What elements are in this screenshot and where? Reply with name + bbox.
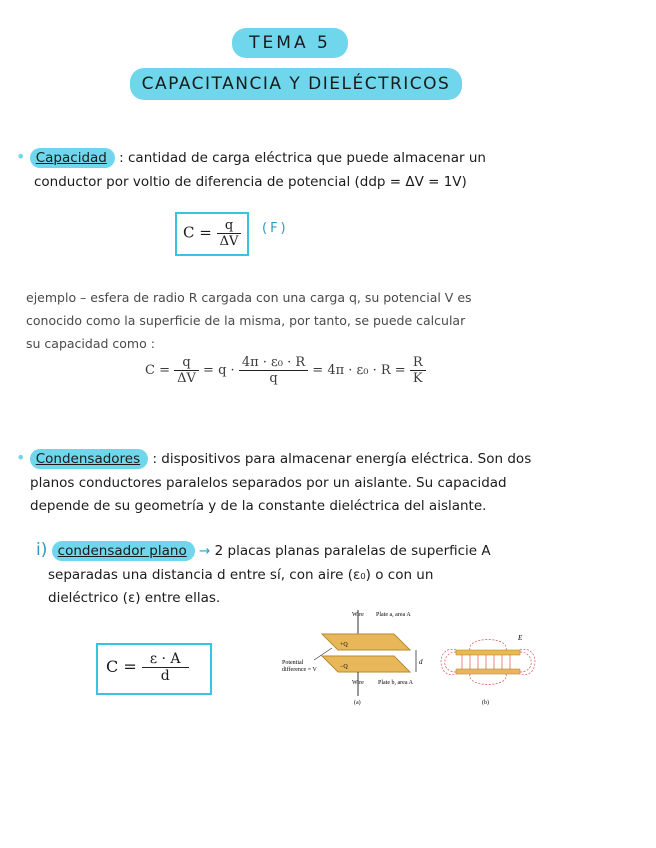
plano-formula-lhs: C = (106, 657, 137, 676)
formula-lhs: C = (183, 223, 212, 242)
eq-f1-num: q (174, 355, 199, 371)
plano-line-1: 2 placas planas paralelas de superficie A (214, 543, 491, 559)
capacidad-unit: (F) (262, 221, 289, 236)
plate-a-shape (322, 634, 410, 650)
wire-bottom-label: Wire (352, 680, 364, 686)
charge-pos-label: +Q (340, 642, 348, 648)
eq-f2-den: q (269, 371, 278, 386)
ejemplo-line-2: conocido como la superficie de la misma, por tanto, se puede calcular (26, 313, 466, 328)
bullet-dot-icon: • (16, 448, 26, 467)
capacidad-section (16, 145, 646, 170)
eq-f3-num: R (410, 355, 426, 371)
field-label: E (518, 634, 523, 642)
eq-mid: = q · (203, 363, 235, 378)
ejemplo-line-3: su capacidad como : (26, 336, 155, 351)
plano-index: i) (36, 540, 48, 560)
condensadores-section (16, 446, 646, 471)
plano-term: condensador plano (52, 541, 195, 561)
capacitor-diagram-b (440, 628, 536, 708)
plano-formula-num: ε · A (142, 651, 189, 668)
wire-top-label: Wire (352, 612, 364, 618)
capacitor-diagram-a (282, 604, 432, 708)
eq-c: C = (145, 363, 170, 378)
charge-neg-label: −Q (340, 664, 348, 670)
plate-a-label: Plate a, area A (376, 612, 411, 618)
figure-a-label: (a) (354, 700, 361, 706)
plano-line-3: dieléctrico (ε) entre ellas. (48, 590, 221, 606)
condensadores-line-1: : dispositivos para almacenar energía eléctrica. Son dos (152, 451, 532, 467)
plano-section (36, 538, 646, 563)
capacidad-definition-1: : cantidad de carga eléctrica que puede almacenar un (119, 150, 486, 166)
condensadores-term: Condensadores (30, 449, 148, 469)
capacidad-term: Capacidad (30, 148, 115, 168)
upper-plate (456, 650, 520, 655)
eq-f3-den: K (412, 371, 423, 386)
page-title: CAPACITANCIA Y DIELÉCTRICOS (130, 68, 462, 100)
potential-label-2: difference = V (282, 667, 317, 673)
eq-mid2: = 4π · ε₀ · R = (312, 363, 406, 378)
ejemplo-line-1: ejemplo – esfera de radio R cargada con una carga q, su potencial V es (26, 290, 472, 305)
figure-b-label: (b) (482, 700, 489, 706)
formula-den: ΔV (219, 234, 239, 249)
arrow-right-icon: → (199, 543, 211, 559)
plano-formula (96, 643, 212, 695)
formula-num: q (217, 218, 242, 234)
condensadores-line-3: depende de su geometría y de la constante dieléctrica del aislante. (30, 498, 487, 514)
potential-label-1: Potential (282, 660, 304, 666)
lower-plate (456, 669, 520, 674)
plate-b-shape (322, 656, 410, 672)
ejemplo-equation (145, 355, 426, 386)
capacidad-formula (175, 212, 249, 256)
plano-formula-den: d (160, 668, 170, 684)
capacidad-definition-2: conductor por voltio de diferencia de potencial (ddp = ΔV = 1V) (34, 174, 467, 190)
condensadores-line-2: planos conductores paralelos separados por un aislante. Su capacidad (30, 475, 507, 491)
field-lines (441, 640, 535, 685)
distance-label: d (419, 658, 423, 666)
plano-line-2: separadas una distancia d entre sí, con aire (ε₀) o con un (48, 567, 434, 583)
eq-f1-den: ΔV (177, 371, 196, 386)
bullet-dot-icon: • (16, 147, 26, 166)
eq-f2-num: 4π · ε₀ · R (239, 355, 308, 371)
topic-title: TEMA 5 (232, 28, 348, 58)
plate-b-label: Plate b, area A (378, 680, 413, 686)
